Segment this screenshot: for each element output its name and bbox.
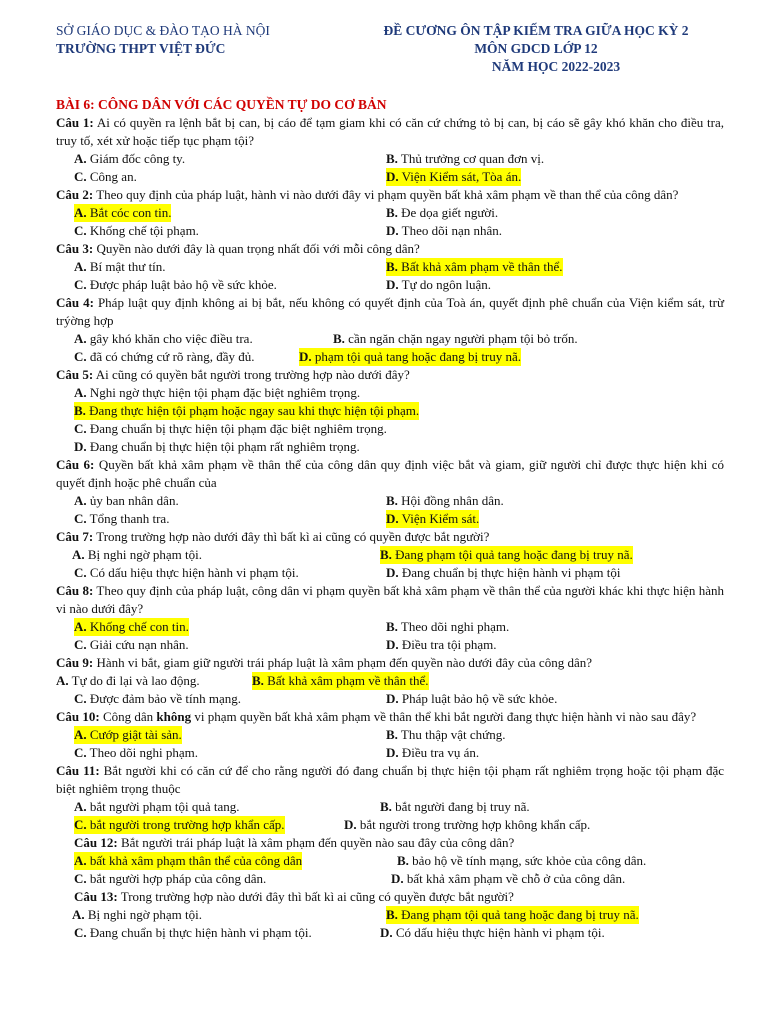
answer-row — [56, 492, 724, 510]
option-text: bảo hộ về tính mạng, sức khỏe của công dân. — [408, 853, 647, 868]
option-letter: D. — [299, 349, 312, 364]
option-letter: B. — [333, 331, 345, 346]
option-text: Tự do ngôn luận. — [398, 277, 492, 292]
question-number: Câu 1: — [56, 115, 94, 130]
answer-option — [74, 276, 277, 294]
option-text: Đang chuẩn bị thực hiện hành vi phạm tội. — [86, 925, 312, 940]
question-text: Pháp luật quy định không ai bị bắt, nếu không có quyết định của Toà án, quyết định phê chuẩn của Viện kiểm sát, trừ trýờng hợp — [56, 295, 724, 328]
answer-option-correct — [299, 348, 521, 366]
option-text: Theo dõi nghi phạm. — [397, 619, 510, 634]
option-letter: A. — [72, 907, 85, 922]
question-stem — [56, 294, 724, 330]
option-text: Cướp giật tài sản. — [86, 727, 182, 742]
answer-row — [56, 798, 724, 816]
answer-option — [386, 492, 504, 510]
option-letter: A. — [74, 799, 87, 814]
option-letter: D. — [386, 565, 399, 580]
answer-option-correct — [74, 816, 285, 834]
answer-option — [74, 438, 360, 456]
answer-option — [74, 870, 266, 888]
answer-row — [56, 870, 724, 888]
option-text: Thủ trưởng cơ quan đơn vị. — [397, 151, 545, 166]
option-letter: C. — [74, 223, 87, 238]
answer-option — [386, 150, 544, 168]
option-text: Được đảm bảo về tính mạng. — [86, 691, 241, 706]
question-text: Ai cũng có quyền bắt người trong trường hợp nào dưới đây? — [93, 367, 410, 382]
answer-row — [56, 510, 724, 528]
option-letter: A. — [56, 673, 69, 688]
option-text: Giám đốc công ty. — [86, 151, 186, 166]
answer-option — [74, 384, 360, 402]
question-stem — [56, 762, 724, 798]
answer-option — [380, 798, 530, 816]
option-letter: C. — [74, 565, 87, 580]
question-emphasis: không — [156, 709, 192, 724]
question-number: Câu 8: — [56, 583, 94, 598]
answer-row — [56, 726, 724, 744]
option-letter: A. — [74, 727, 87, 742]
option-text: gây khó khăn cho việc điều tra. — [86, 331, 253, 346]
answer-row — [56, 546, 724, 564]
answer-option-correct — [386, 906, 639, 924]
option-letter: D. — [74, 439, 87, 454]
option-text: cần ngăn chặn ngay người phạm tội bỏ trốn. — [344, 331, 578, 346]
answer-option — [56, 672, 200, 690]
option-text: bắt người phạm tội quả tang. — [86, 799, 240, 814]
option-letter: C. — [74, 637, 87, 652]
question-text: Công dân — [99, 709, 157, 724]
option-text: phạm tội quả tang hoặc đang bị truy nã. — [311, 349, 522, 364]
option-letter: A. — [74, 205, 87, 220]
option-letter: D. — [344, 817, 357, 832]
question-stem — [56, 708, 724, 726]
option-letter: B. — [386, 493, 398, 508]
option-text: Bí mật thư tín. — [86, 259, 166, 274]
answer-option — [74, 150, 185, 168]
question-stem — [56, 888, 724, 906]
question-text: Bắt người khi có căn cứ để cho rằng người đó đang chuẩn bị thực hiện tội phạm rất nghiêm trọng hoặc tội phạm đặc biệt nghiêm trọng thuộc — [56, 763, 724, 796]
answer-option — [74, 744, 198, 762]
option-letter: C. — [74, 421, 87, 436]
answer-option — [386, 726, 505, 744]
option-letter: D. — [386, 169, 399, 184]
answer-option — [386, 690, 557, 708]
option-letter: C. — [74, 871, 87, 886]
option-text: Công an. — [86, 169, 137, 184]
answer-row — [56, 222, 724, 240]
option-letter: C. — [74, 691, 87, 706]
answer-option — [386, 276, 491, 294]
option-letter: B. — [386, 205, 398, 220]
option-letter: D. — [386, 511, 399, 526]
answer-option-correct — [386, 510, 479, 528]
question-text: vi phạm quyền bất khả xâm phạm về thân thể khi bắt người đang thực hiện hành vi nào sau đây? — [191, 709, 697, 724]
answer-option — [397, 852, 646, 870]
question-number: Câu 7: — [56, 529, 94, 544]
option-text: Điều tra vụ án. — [398, 745, 480, 760]
option-text: Bị nghi ngờ phạm tội. — [84, 907, 203, 922]
question-stem — [56, 366, 724, 384]
question-text: Trong trường hợp nào dưới đây thì bất kì ai cũng có quyền được bắt người? — [117, 889, 514, 904]
question-text: Quyền nào dưới đây là quan trọng nhất đối với mỗi công dân? — [93, 241, 420, 256]
answer-option — [386, 618, 509, 636]
option-letter: D. — [386, 223, 399, 238]
option-text: bắt người đang bị truy nã. — [391, 799, 530, 814]
question-stem — [56, 240, 724, 258]
option-letter: B. — [386, 727, 398, 742]
question-number: Câu 5: — [56, 367, 94, 382]
answer-option — [386, 636, 496, 654]
question-number: Câu 13: — [74, 889, 118, 904]
answer-row — [56, 330, 724, 348]
answer-row — [56, 636, 724, 654]
question-text: Theo quy định của pháp luật, hành vi nào dưới đây vi phạm quyền bất khả xâm phạm về than thể của công dân? — [93, 187, 679, 202]
answer-option — [386, 744, 479, 762]
answer-row — [56, 690, 724, 708]
answer-row — [56, 258, 724, 276]
answer-row — [56, 204, 724, 222]
answer-option — [74, 420, 387, 438]
answer-row — [56, 906, 724, 924]
option-text: Bất khả xâm phạm về thân thể. — [397, 259, 563, 274]
question-number: Câu 3: — [56, 241, 94, 256]
option-text: Pháp luật bảo hộ về sức khỏe. — [398, 691, 558, 706]
answer-option — [386, 204, 498, 222]
question-stem — [56, 654, 724, 672]
option-text: bất khả xâm phạm thân thể của công dân — [86, 853, 303, 868]
department-name: SỞ GIÁO DỤC & ĐÀO TẠO HÀ NỘI — [56, 23, 270, 38]
option-letter: A. — [74, 853, 87, 868]
answer-option-correct — [74, 726, 182, 744]
option-letter: B. — [252, 673, 264, 688]
lesson-title: BÀI 6: CÔNG DÂN VỚI CÁC QUYỀN TỰ DO CƠ BẢN — [56, 97, 387, 112]
option-text: Khống chế tội phạm. — [86, 223, 199, 238]
option-text: ủy ban nhân dân. — [86, 493, 179, 508]
question-number: Câu 4: — [56, 295, 94, 310]
option-text: Viện Kiểm sát. — [398, 511, 480, 526]
option-text: bất khả xâm phạm về chỗ ở của công dân. — [403, 871, 626, 886]
question-number: Câu 9: — [56, 655, 94, 670]
option-letter: A. — [74, 493, 87, 508]
option-text: Thu thập vật chứng. — [397, 727, 506, 742]
answer-option — [74, 510, 169, 528]
answer-option — [344, 816, 590, 834]
option-text: Có dấu hiệu thực hiện hành vi phạm tội. — [86, 565, 299, 580]
option-letter: C. — [74, 745, 87, 760]
option-text: Đang chuẩn bị thực hiện tội phạm đặc biệt nghiêm trọng. — [86, 421, 387, 436]
question-text: Ai có quyền ra lệnh bắt bị can, bị cáo để tạm giam khi có căn cứ chứng tỏ bị can, bị cáo sẽ gây khó khăn cho điều tra, truy tố, xét xử hoặc tiếp tục phạm tội? — [56, 115, 724, 148]
option-letter: C. — [74, 349, 87, 364]
option-letter: A. — [74, 259, 87, 274]
answer-option-correct — [386, 168, 521, 186]
answer-option-correct — [74, 618, 189, 636]
option-letter: B. — [380, 547, 392, 562]
question-number: Câu 11: — [56, 763, 100, 778]
answer-row — [56, 564, 724, 582]
option-text: Đang phạm tội quả tang hoặc đang bị truy nã. — [391, 547, 633, 562]
option-text: Đang chuẩn bị thực hiện hành vi phạm tội — [398, 565, 621, 580]
option-letter: A. — [74, 385, 87, 400]
question-text: Quyền bất khả xâm phạm về thân thể của công dân quy định việc bắt và giam, giữ người chỉ được thực hiện khi có quyết định hoặc phê chuẩn của — [56, 457, 724, 490]
answer-option — [74, 924, 312, 942]
question-number: Câu 6: — [56, 457, 95, 472]
option-text: Tự do đi lại và lao động. — [68, 673, 200, 688]
subject-name: MÔN GDCD LỚP 12 — [474, 41, 598, 56]
option-text: Đang chuẩn bị thực hiện tội phạm rất nghiêm trọng. — [86, 439, 360, 454]
option-text: Có dấu hiệu thực hiện hành vi phạm tội. — [392, 925, 605, 940]
answer-option — [74, 168, 137, 186]
answer-row — [56, 348, 724, 366]
answer-option-correct — [386, 258, 563, 276]
question-stem — [56, 186, 724, 204]
answer-option-correct — [74, 204, 171, 222]
option-text: đã có chứng cứ rõ ràng, đầy đủ. — [86, 349, 255, 364]
question-number: Câu 12: — [74, 835, 118, 850]
option-letter: C. — [74, 511, 87, 526]
answer-option — [380, 924, 605, 942]
question-text: Theo quy định của pháp luật, công dân vi phạm quyền bất khả xâm phạm về thân thể của người khác khi thực hiện hành vi nào dưới đây? — [56, 583, 724, 616]
option-text: Giải cứu nạn nhân. — [86, 637, 189, 652]
option-letter: A. — [74, 331, 87, 346]
question-number: Câu 10: — [56, 709, 100, 724]
answer-option — [391, 870, 625, 888]
option-text: Hội đồng nhân dân. — [397, 493, 504, 508]
answer-option-correct — [74, 402, 419, 420]
answer-row — [56, 402, 724, 420]
question-stem — [56, 528, 724, 546]
answer-option — [74, 258, 166, 276]
answer-option — [74, 564, 299, 582]
option-letter: D. — [391, 871, 404, 886]
answer-option-correct — [74, 852, 302, 870]
question-stem — [56, 834, 724, 852]
answer-row — [56, 852, 724, 870]
option-letter: C. — [74, 169, 87, 184]
answer-row — [56, 744, 724, 762]
answer-row — [56, 924, 724, 942]
answer-row — [56, 384, 724, 402]
option-letter: D. — [380, 925, 393, 940]
answer-option — [72, 906, 202, 924]
answer-option — [74, 222, 199, 240]
answer-option — [74, 330, 253, 348]
question-text: Hành vi bắt, giam giữ người trái pháp luật là xâm phạm đến quyền nào dưới đây của công dân? — [93, 655, 592, 670]
option-letter: B. — [386, 907, 398, 922]
option-text: Đang phạm tội quả tang hoặc đang bị truy nã. — [397, 907, 639, 922]
option-letter: B. — [380, 799, 392, 814]
option-text: Bắt cóc con tin. — [86, 205, 172, 220]
option-text: Bị nghi ngờ phạm tội. — [84, 547, 203, 562]
option-letter: D. — [386, 277, 399, 292]
answer-option-correct — [380, 546, 633, 564]
option-letter: C. — [74, 817, 87, 832]
question-text: Trong trường hợp nào dưới đây thì bất kì ai cũng có quyền được bắt người? — [93, 529, 490, 544]
option-text: bắt người trong trường hợp khẩn cấp. — [86, 817, 285, 832]
school-year: NĂM HỌC 2022-2023 — [491, 59, 621, 74]
option-letter: D. — [386, 691, 399, 706]
question-stem — [56, 114, 724, 150]
option-text: Theo dõi nạn nhân. — [398, 223, 503, 238]
answer-row — [56, 150, 724, 168]
option-letter: B. — [386, 259, 398, 274]
answer-row — [56, 672, 724, 690]
option-text: Đe dọa giết người. — [397, 205, 499, 220]
option-letter: B. — [386, 619, 398, 634]
document-header — [56, 22, 716, 82]
option-text: Tổng thanh tra. — [86, 511, 170, 526]
option-letter: B. — [386, 151, 398, 166]
school-name: TRƯỜNG THPT VIỆT ĐỨC — [56, 41, 226, 56]
answer-option — [74, 348, 255, 366]
question-number: Câu 2: — [56, 187, 94, 202]
answer-row — [56, 618, 724, 636]
option-letter: C. — [74, 277, 87, 292]
question-stem — [56, 456, 724, 492]
answer-option — [74, 636, 189, 654]
option-letter: A. — [74, 619, 87, 634]
answer-option — [74, 492, 179, 510]
answer-option-correct — [252, 672, 429, 690]
option-text: Theo dõi nghi phạm. — [86, 745, 198, 760]
option-letter: A. — [72, 547, 85, 562]
question-list — [56, 96, 724, 942]
answer-row — [56, 816, 724, 834]
answer-option — [74, 798, 240, 816]
option-text: Viện Kiểm sát, Tòa án. — [398, 169, 522, 184]
option-text: Điều tra tội phạm. — [398, 637, 497, 652]
option-letter: A. — [74, 151, 87, 166]
option-text: Khống chế con tin. — [86, 619, 189, 634]
answer-row — [56, 420, 724, 438]
option-letter: D. — [386, 637, 399, 652]
option-text: bắt người hợp pháp của công dân. — [86, 871, 267, 886]
answer-row — [56, 168, 724, 186]
option-text: Đang thực hiện tội phạm hoặc ngay sau khi thực hiện tội phạm. — [85, 403, 420, 418]
question-stem — [56, 582, 724, 618]
answer-option — [72, 546, 202, 564]
answer-option — [386, 564, 621, 582]
answer-row — [56, 438, 724, 456]
document-title: ĐỀ CƯƠNG ÔN TẬP KIẾM TRA GIỮA HỌC KỲ 2 — [383, 23, 689, 38]
option-letter: C. — [74, 925, 87, 940]
option-letter: B. — [397, 853, 409, 868]
option-text: Được pháp luật bảo hộ về sức khỏe. — [86, 277, 277, 292]
header-left — [56, 22, 270, 58]
option-text: Nghi ngờ thực hiện tội phạm đặc biệt nghiêm trọng. — [86, 385, 361, 400]
question-text: Bắt người trái pháp luật là xâm phạm đến quyền nào sau đây của công dân? — [117, 835, 515, 850]
answer-option — [74, 690, 241, 708]
option-text: Bất khả xâm phạm về thân thể. — [263, 673, 429, 688]
option-text: bắt người trong trường hợp không khẩn cấp. — [356, 817, 591, 832]
answer-option — [386, 222, 502, 240]
answer-row — [56, 276, 724, 294]
option-letter: D. — [386, 745, 399, 760]
header-right — [346, 22, 726, 76]
option-letter: B. — [74, 403, 86, 418]
answer-option — [333, 330, 578, 348]
